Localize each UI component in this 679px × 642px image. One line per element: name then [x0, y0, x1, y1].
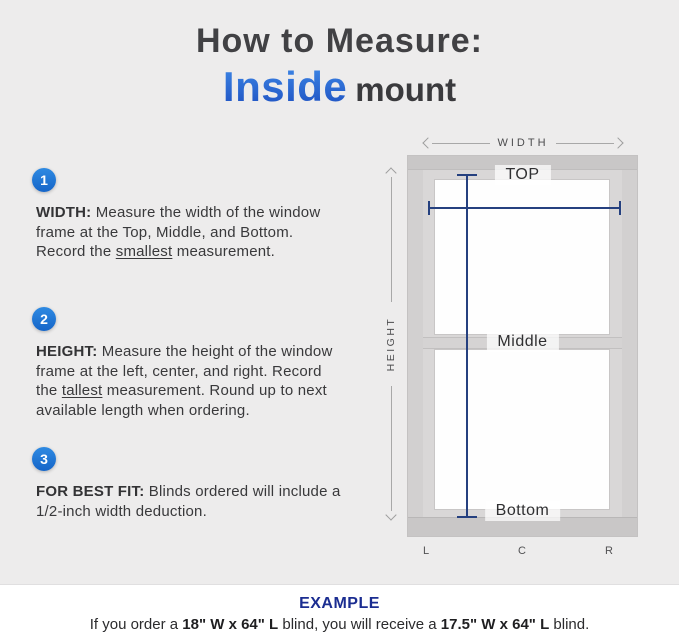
step-1-badge: 1: [32, 168, 56, 192]
step-2: [32, 307, 344, 420]
example-text: If you order a 18" W x 64" L blind, you will receive a 17.5" W x 64" L blind.: [89, 616, 590, 633]
right-mark: R: [605, 545, 614, 557]
horizontal-measure-line: [428, 207, 621, 209]
arrow-left-icon: [422, 137, 433, 148]
title-suffix: mount: [355, 71, 457, 108]
lcr-marks: [407, 545, 638, 559]
page-title: [0, 22, 679, 111]
step-1: [32, 168, 344, 262]
middle-measure-label: Middle: [486, 332, 558, 352]
arrow-right-icon: [612, 137, 623, 148]
title-line2: [0, 63, 679, 111]
arrow-up-icon: [385, 167, 396, 178]
window-illustration: [407, 155, 638, 537]
height-label: HEIGHT: [383, 311, 399, 378]
step-3: [32, 447, 344, 521]
step-3-badge: 3: [32, 447, 56, 471]
width-dimension-arrow: [424, 137, 622, 149]
step-2-text: HEIGHT: Measure the height of the window frame at the left, center, and right. Record the tallest measurement. Round up to next available length when ordering.: [36, 343, 333, 419]
bottom-measure-label: Bottom: [485, 501, 561, 521]
example-footer: [0, 585, 679, 642]
step-3-text: FOR BEST FIT: Blinds ordered will include a 1/2-inch width deduction.: [36, 483, 341, 520]
arrow-down-icon: [385, 509, 396, 520]
center-mark: C: [518, 545, 527, 557]
height-dimension-arrow: [384, 169, 398, 519]
top-measure-label: TOP: [494, 165, 550, 185]
step-2-badge: 2: [32, 307, 56, 331]
step-1-text: WIDTH: Measure the width of the window frame at the Top, Middle, and Bottom. Record the smallest measurement.: [36, 204, 321, 260]
vertical-measure-line: [466, 174, 468, 518]
title-line1: How to Measure:: [195, 22, 484, 60]
left-mark: L: [423, 545, 431, 557]
example-heading: EXAMPLE: [299, 595, 380, 612]
upper-sash-pane: [434, 179, 610, 335]
lower-sash-pane: [434, 349, 610, 510]
title-highlight: Inside: [222, 63, 348, 110]
width-label: WIDTH: [497, 137, 549, 149]
